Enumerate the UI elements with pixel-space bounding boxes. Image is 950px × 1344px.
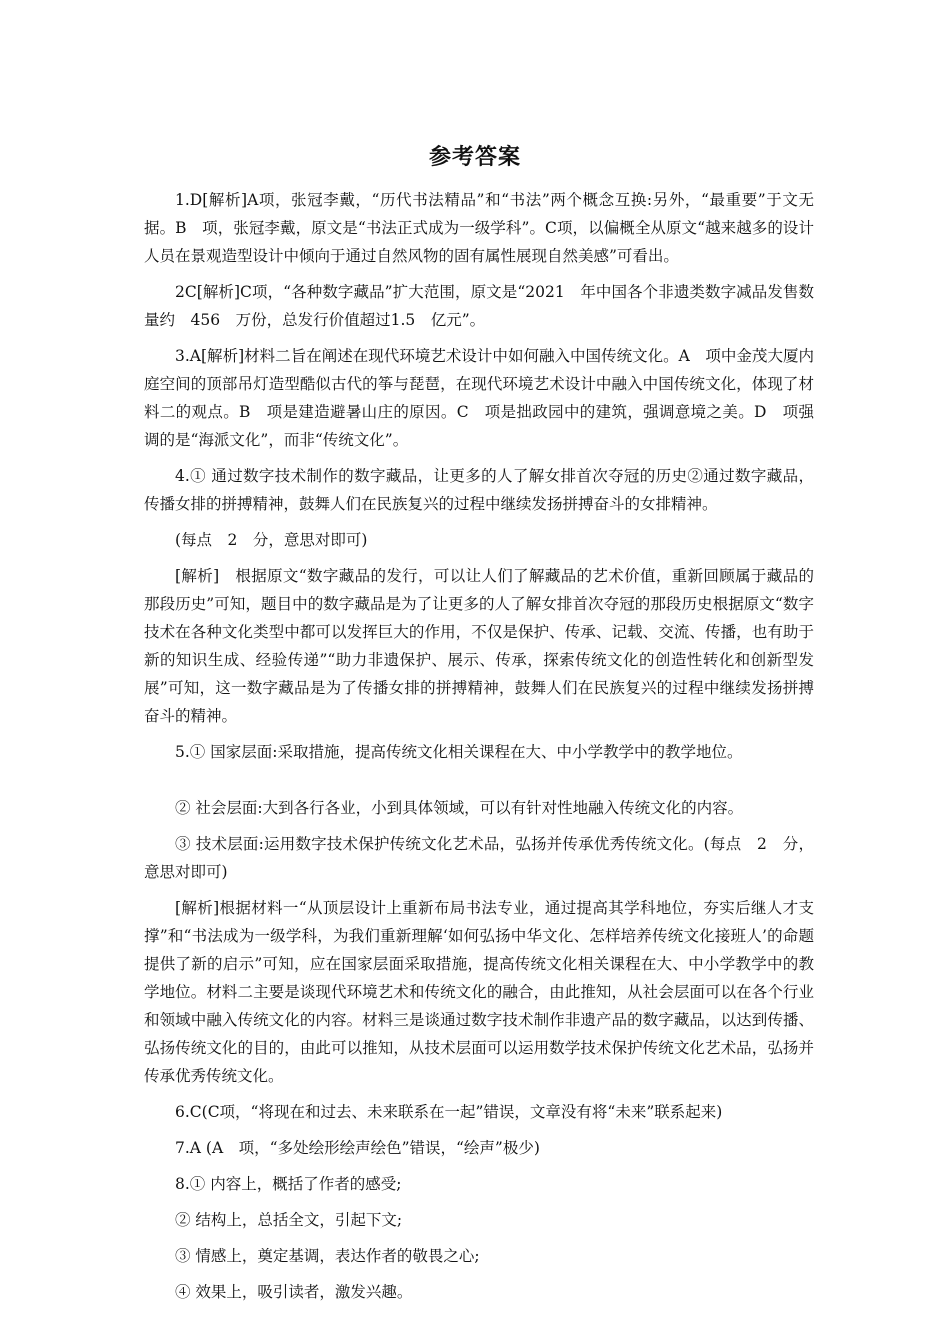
answer-2: 2C[解析]C项，“各种数字藏品”扩大范围，原文是“2021 年中国各个非遗类数字减品发售数量约 456 万份，总发行价值超过1.5 亿元”。 <box>144 283 814 329</box>
answer-3: 3.A[解析]材料二旨在阐述在现代环境艺术设计中如何融入中国传统文化。A 项中金茂大厦内庭空间的顶部吊灯造型酷似古代的筝与琵琶，在现代环境艺术设计中融入中国传统文化，体现了材料二的观点。B 项是建造避暑山庄的原因。C 项是拙政园中的建筑，强调意境之美。D 项强调的是“海派文化”，而非“传统文化”。 <box>144 347 814 449</box>
answer-4-analysis: [解析] 根据原文“数字藏品的发行，可以让人们了解藏品的艺术价值，重新回顾属于藏品的那段历史”可知，题目中的数字藏品是为了让更多的人了解女排首次夺冠的那段历史根据原文“数字技术在各种文化类型中都可以发挥巨大的作用，不仅是保护、传承、记载、交流、传播，也有助于新的知识生成、经验传递”“助力非遗保护、展示、传承，探索传统文化的创造性转化和创新型发展”可知，这一数字藏品是为了传播女排的拼搏精神，鼓舞人们在民族复兴的过程中继续发扬拼搏奋斗的精神。 <box>144 567 814 725</box>
answer-8-point-1: 8.① 内容上，概括了作者的感受; <box>175 1175 402 1193</box>
answer-1: 1.D[解析]A项，张冠李戴，“历代书法精品”和“书法”两个概念互换:另外，“最重要”于文无据。B 项，张冠李戴，原文是“书法正式成为一级学科”。C项，以偏概全从原文“越来越多的设计人员在景观造型设计中倾向于通过自然风物的固有属性展现自然美感”可看出。 <box>144 191 814 265</box>
answer-body <box>144 186 814 1314</box>
answer-8-point-3: ③ 情感上，奠定基调，表达作者的敬畏之心; <box>175 1247 480 1265</box>
answer-8-point-2: ② 结构上，总括全文，引起下文; <box>175 1211 403 1229</box>
answer-5-point-1: 5.① 国家层面:采取措施，提高传统文化相关课程在大、中小学教学中的教学地位。 <box>175 743 743 761</box>
answer-4-scoring: (每点 2 分，意思对即可) <box>175 531 368 549</box>
answer-8-point-4: ④ 效果上，吸引读者，激发兴趣。 <box>175 1283 413 1301</box>
answer-7: 7.A (A 项，“多处绘形绘声绘色”错误，“绘声”极少) <box>175 1139 540 1157</box>
answer-6: 6.C(C项，“将现在和过去、未来联系在一起”错误，文章没有将“未来”联系起来) <box>175 1103 723 1121</box>
answer-5-point-3: ③ 技术层面:运用数字技术保护传统文化艺术品，弘扬并传承优秀传统文化。(每点 2 分，意思对即可) <box>144 835 814 881</box>
page-title: 参考答案 <box>428 145 521 170</box>
answer-5-point-2: ② 社会层面:大到各行各业，小到具体领域，可以有针对性地融入传统文化的内容。 <box>175 799 744 817</box>
answer-4: 4.① 通过数字技术制作的数字藏品，让更多的人了解女排首次夺冠的历史②通过数字藏品，传播女排的拼搏精神，鼓舞人们在民族复兴的过程中继续发扬拼搏奋斗的女排精神。 <box>144 467 814 513</box>
answer-5-analysis: [解析]根据材料一“从顶层设计上重新布局书法专业，通过提高其学科地位，夯实后继人才支撑”和“书法成为一级学科，为我们重新理解‘如何弘扬中华文化、怎样培养传统文化接班人’的命题提供了新的启示”可知，应在国家层面采取措施，提高传统文化相关课程在大、中小学教学中的教学地位。材料二主要是谈现代环境艺术和传统文化的融合，由此推知，从社会层面可以在各个行业和领域中融入传统文化的内容。材料三是谈通过数字技术制作非遗产品的数字藏品，以达到传播、弘扬传统文化的目的，由此可以推知，从技术层面可以运用数学技术保护传统文化艺术品，弘扬并传承优秀传统文化。 <box>144 899 814 1085</box>
